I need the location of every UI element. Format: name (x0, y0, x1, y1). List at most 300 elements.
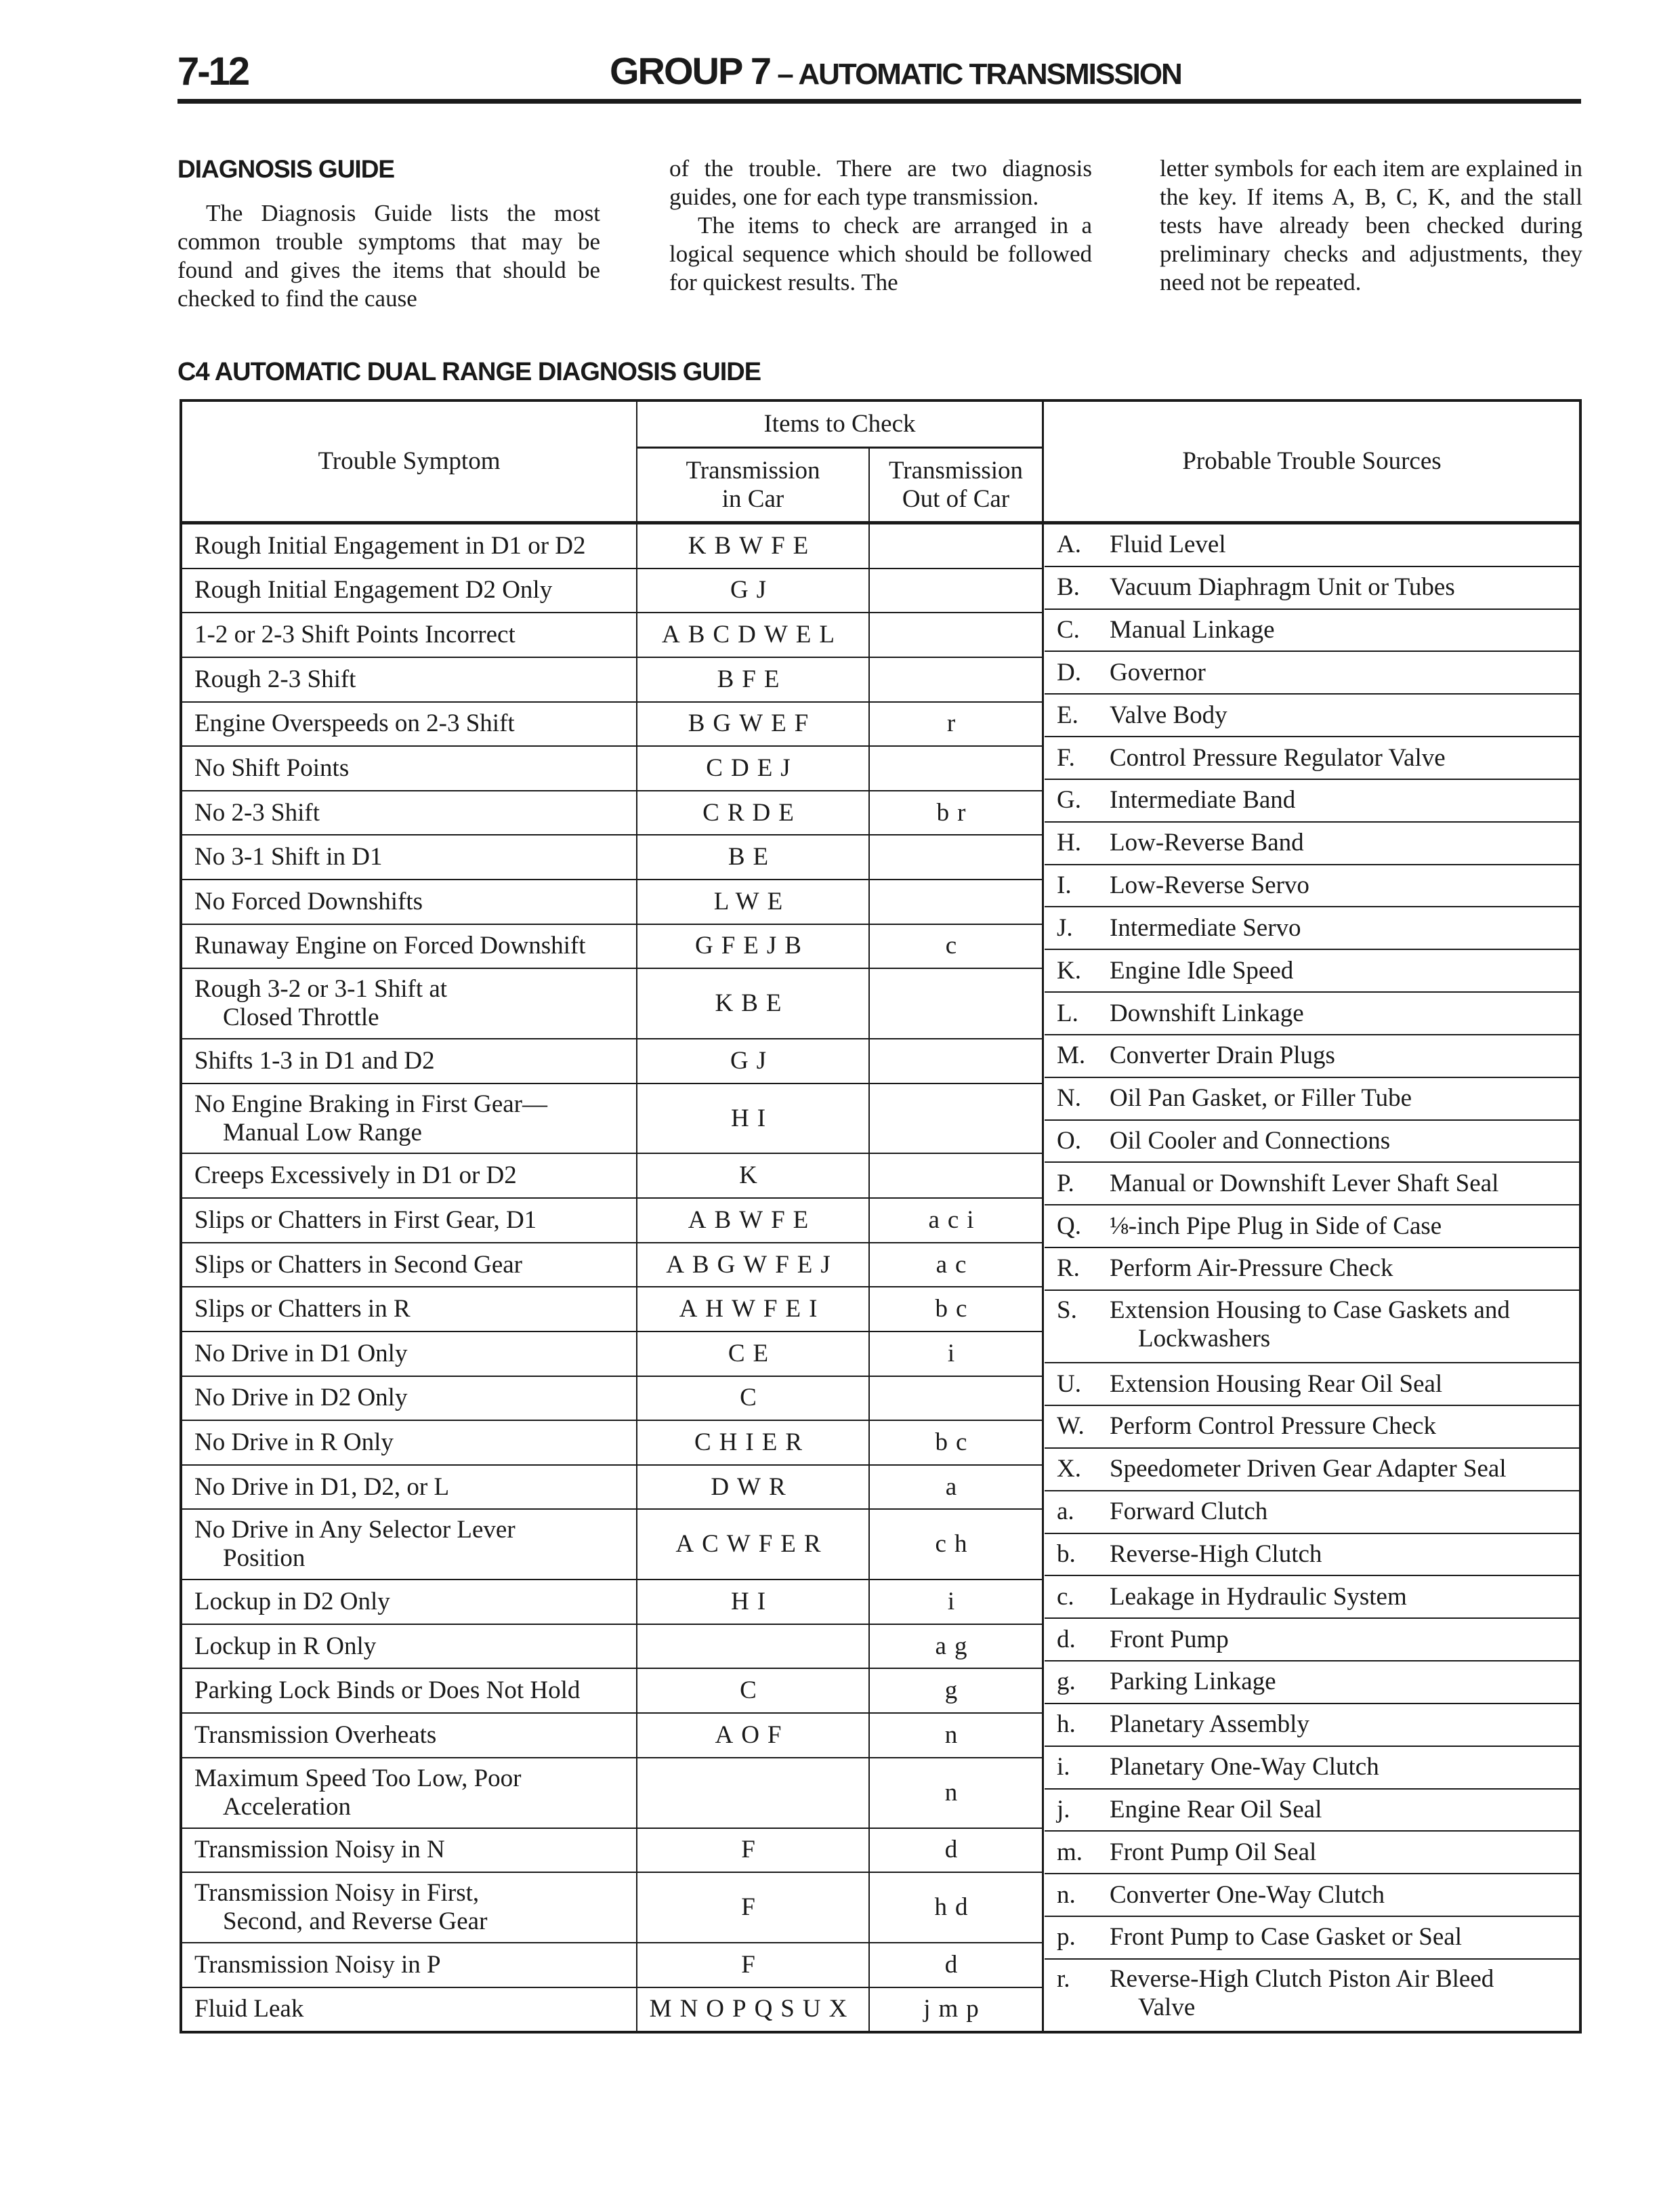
table-row (182, 925, 1043, 970)
source-description (1110, 616, 1275, 644)
symptom-line: Slips or Chatters in First Gear, D1 (194, 1205, 537, 1234)
symptom-text (194, 932, 586, 960)
symptom-text (194, 576, 552, 604)
table-row (182, 1714, 1043, 1758)
source-key: a. (1057, 1498, 1074, 1526)
trouble-source-item (1045, 950, 1579, 993)
source-key: g. (1057, 1668, 1076, 1696)
table-row (182, 1084, 1043, 1155)
source-key: B. (1057, 573, 1080, 602)
table-row (182, 524, 1043, 569)
out-of-car-items-cell (868, 880, 1042, 924)
in-car-items-cell: AHWFEI (679, 1295, 826, 1323)
source-key: J. (1057, 913, 1073, 942)
symptom-text (194, 1251, 522, 1279)
source-line: Valve Body (1110, 701, 1227, 729)
trouble-symptom-cell (182, 925, 636, 968)
symptom-line: Transmission Noisy in N (194, 1836, 445, 1864)
table-row (182, 1580, 1043, 1625)
source-key: F. (1057, 743, 1075, 772)
trouble-symptom-cell (182, 524, 636, 568)
source-line: Oil Cooler and Connections (1110, 1127, 1391, 1155)
trouble-source-item (1045, 1291, 1579, 1363)
source-description (1110, 786, 1295, 814)
intro-text: of the trouble. There are two diagnosis guides, one for each type transmission. (669, 155, 1092, 210)
out-of-car-items-cell: jmp (923, 1995, 987, 2023)
source-key: K. (1057, 956, 1081, 985)
table-row (182, 835, 1043, 880)
source-key: d. (1057, 1625, 1076, 1653)
source-line: Extension Housing to Case Gaskets and (1110, 1296, 1510, 1324)
source-key: O. (1057, 1127, 1081, 1155)
in-car-items-cell: ABWFE (688, 1205, 817, 1234)
symptom-rows (182, 524, 1043, 2031)
symptom-text (194, 754, 349, 783)
trouble-symptom-cell (182, 1988, 636, 2031)
trouble-source-item (1045, 567, 1579, 610)
trouble-source-item (1045, 1790, 1579, 1832)
source-key: X. (1057, 1455, 1081, 1483)
source-description (1110, 1668, 1276, 1696)
symptom-text (194, 1161, 517, 1190)
source-description (1110, 1838, 1316, 1867)
symptom-text (194, 1516, 516, 1573)
symptom-line: Manual Low Range (223, 1118, 422, 1147)
source-description (1110, 1084, 1412, 1113)
table-row (182, 1510, 1043, 1580)
symptom-line: Runaway Engine on Forced Downshift (194, 932, 586, 960)
header-in-car (637, 449, 868, 521)
header-line: Out of Car (902, 484, 1010, 513)
symptom-line: Transmission Noisy in First, (194, 1879, 480, 1907)
intro-text: The Diagnosis Guide lists the most common trouble symptoms that may be found and gives the items that should be checked to find the cause (177, 200, 600, 312)
in-car-items-cell: F (741, 1836, 763, 1864)
symptom-line: Engine Overspeeds on 2-3 Shift (194, 709, 515, 738)
source-description (1110, 573, 1455, 602)
trouble-symptom-cell (182, 1039, 636, 1083)
in-car-items-cell: DWR (711, 1472, 794, 1501)
symptom-text (194, 1836, 445, 1864)
trouble-source-item (1045, 1491, 1579, 1534)
trouble-source-item (1045, 1406, 1579, 1449)
out-of-car-items-cell: bc (935, 1428, 975, 1456)
intro-column-2 (669, 154, 1092, 297)
symptom-line: Transmission Noisy in P (194, 1950, 441, 1979)
out-of-car-items-cell (868, 1154, 1042, 1197)
table-row (182, 1466, 1043, 1510)
symptom-line: Parking Lock Binds or Does Not Hold (194, 1676, 581, 1705)
symptom-line: Second, and Reverse Gear (223, 1907, 488, 1936)
source-key: h. (1057, 1710, 1076, 1739)
table-row (182, 1199, 1043, 1243)
symptom-line: Closed Throttle (223, 1004, 379, 1032)
table-row (182, 1625, 1043, 1670)
source-description (1110, 1170, 1498, 1198)
symptom-line: Acceleration (223, 1792, 351, 1821)
table-row (182, 613, 1043, 658)
out-of-car-items-cell (868, 1084, 1042, 1153)
out-of-car-items-cell (868, 658, 1042, 701)
source-description (1110, 957, 1293, 985)
source-line: Planetary Assembly (1110, 1710, 1309, 1739)
table-row (182, 1377, 1043, 1422)
trouble-symptom-cell (182, 1714, 636, 1757)
out-of-car-items-cell: i (947, 1588, 963, 1616)
in-car-items-cell: C (740, 1384, 765, 1412)
source-description (1110, 1455, 1507, 1483)
trouble-source-item (1045, 823, 1579, 865)
symptom-text (194, 843, 383, 871)
table-row (182, 1039, 1043, 1084)
source-description (1110, 1626, 1229, 1654)
in-car-items-cell: F (741, 1893, 763, 1922)
source-line: Fluid Level (1110, 531, 1226, 559)
source-description (1110, 1412, 1436, 1441)
source-line: Converter Drain Plugs (1110, 1041, 1335, 1070)
trouble-symptom-cell (182, 1287, 636, 1331)
in-car-items-cell: CE (728, 1339, 777, 1367)
page-title (610, 49, 1181, 93)
symptom-text (194, 799, 320, 827)
symptom-line: No Drive in R Only (194, 1428, 394, 1456)
symptom-line: No Shift Points (194, 754, 350, 782)
in-car-items-cell: CDEJ (706, 754, 799, 782)
trouble-symptom-cell (182, 1510, 636, 1579)
source-key: N. (1057, 1084, 1081, 1113)
table-row (182, 747, 1043, 791)
source-line: Downshift Linkage (1110, 999, 1304, 1027)
in-car-items-cell: KBWFE (688, 531, 817, 560)
trouble-symptom-cell (182, 1625, 636, 1668)
source-key: r. (1057, 1964, 1070, 1993)
symptom-line: No Drive in Any Selector Lever (194, 1516, 516, 1544)
trouble-source-item (1045, 1078, 1579, 1121)
symptom-text (194, 1473, 449, 1502)
trouble-symptom-cell (182, 747, 636, 790)
source-key: E. (1057, 701, 1078, 729)
symptom-line: No Forced Downshifts (194, 887, 423, 915)
source-line: Oil Pan Gasket, or Filler Tube (1110, 1084, 1412, 1113)
source-description (1110, 531, 1226, 559)
source-key: U. (1057, 1369, 1081, 1398)
trouble-source-item (1045, 1747, 1579, 1790)
trouble-source-item (1045, 1205, 1579, 1248)
out-of-car-items-cell: a (945, 1472, 965, 1501)
table-row (182, 791, 1043, 836)
symptom-line: No Drive in D1, D2, or L (194, 1472, 450, 1501)
intro-text: letter symbols for each item are explained in the key. If items A, B, C, K, and the stall tests have already been checked during preliminary checks and adjustments, they need not be repeated. (1160, 155, 1582, 295)
source-description (1110, 1212, 1442, 1241)
source-key: G. (1057, 786, 1081, 814)
trouble-source-item (1045, 1874, 1579, 1917)
trouble-symptom-cell (182, 969, 636, 1038)
source-line: Speedometer Driven Gear Adapter Seal (1110, 1455, 1507, 1483)
source-line: Engine Idle Speed (1110, 956, 1294, 985)
symptom-line: Rough 2-3 Shift (194, 665, 356, 693)
source-key: b. (1057, 1540, 1076, 1568)
source-description (1110, 1498, 1267, 1526)
trouble-symptom-cell (182, 791, 636, 835)
trouble-source-item (1045, 1576, 1579, 1619)
table-row (182, 880, 1043, 925)
in-car-items-cell: BFE (717, 665, 788, 693)
header-line: Transmission (686, 456, 820, 484)
symptom-line: Transmission Overheats (194, 1720, 437, 1749)
trouble-symptom-cell (182, 613, 636, 657)
in-car-items-cell: KBE (715, 989, 790, 1018)
trouble-symptom-cell (182, 1377, 636, 1420)
source-description (1110, 1254, 1393, 1283)
out-of-car-items-cell (868, 1377, 1042, 1420)
table-row (182, 1421, 1043, 1466)
symptom-text (194, 1295, 411, 1323)
trouble-source-item (1045, 1248, 1579, 1291)
trouble-symptom-cell (182, 569, 636, 613)
source-key: i. (1057, 1753, 1070, 1781)
out-of-car-items-cell (868, 1039, 1042, 1083)
header-items-to-check: Items to Check (637, 402, 1042, 449)
symptom-line: Slips or Chatters in R (194, 1295, 411, 1323)
out-of-car-items-cell (868, 969, 1042, 1038)
symptom-line: Slips or Chatters in Second Gear (194, 1250, 522, 1279)
trouble-symptom-cell (182, 1943, 636, 1987)
out-of-car-items-cell: n (944, 1720, 966, 1749)
source-description (1110, 1753, 1379, 1781)
source-line: Reverse-High Clutch (1110, 1540, 1322, 1568)
source-description (1110, 1127, 1390, 1155)
in-car-items-cell: K (739, 1161, 765, 1190)
table-row (182, 1829, 1043, 1874)
source-description (1110, 1583, 1407, 1611)
source-line: Vacuum Diaphragm Unit or Tubes (1110, 573, 1455, 602)
table-row (182, 1332, 1043, 1377)
symptom-line: No Drive in D2 Only (194, 1384, 408, 1412)
source-key: P. (1057, 1169, 1074, 1197)
source-key: p. (1057, 1923, 1076, 1952)
out-of-car-items-cell: ac (936, 1250, 975, 1279)
out-of-car-items-cell (868, 524, 1042, 568)
source-key: H. (1057, 829, 1081, 857)
source-line: Parking Linkage (1110, 1668, 1276, 1696)
symptom-line: Creeps Excessively in D1 or D2 (194, 1161, 517, 1190)
source-line: Control Pressure Regulator Valve (1110, 743, 1446, 772)
source-key: M. (1057, 1041, 1086, 1070)
trouble-symptom-cell (182, 1421, 636, 1464)
source-line: Perform Air-Pressure Check (1110, 1254, 1393, 1283)
source-key: Q. (1057, 1212, 1081, 1240)
symptom-text (194, 1047, 435, 1075)
table-row (182, 658, 1043, 703)
trouble-symptom-cell (182, 1758, 636, 1828)
trouble-source-item (1045, 652, 1579, 695)
source-key: S. (1057, 1296, 1077, 1324)
symptom-line: Maximum Speed Too Low, Poor (194, 1764, 522, 1792)
table-row (182, 1873, 1043, 1943)
header-line: in Car (721, 484, 784, 513)
intro-column-1 (177, 154, 600, 313)
trouble-source-item (1045, 865, 1579, 908)
source-line: Valve (1138, 1993, 1196, 2021)
symptom-text (194, 1588, 390, 1616)
source-description (1110, 744, 1446, 772)
symptom-text (194, 1206, 537, 1235)
out-of-car-items-cell: d (944, 1950, 966, 1979)
trouble-source-item (1045, 1449, 1579, 1491)
source-line: Front Pump (1110, 1625, 1229, 1653)
trouble-source-item (1045, 1035, 1579, 1078)
in-car-items-cell (636, 1758, 868, 1828)
table-header (182, 402, 1579, 524)
source-description (1110, 1965, 1494, 2022)
source-line: Front Pump to Case Gasket or Seal (1110, 1923, 1463, 1952)
in-car-items-cell: LWE (713, 887, 791, 915)
source-description (1110, 701, 1227, 730)
out-of-car-items-cell (868, 835, 1042, 879)
source-line: Low-Reverse Band (1110, 829, 1304, 857)
trouble-symptom-cell (182, 1332, 636, 1376)
trouble-symptom-cell (182, 1243, 636, 1287)
trouble-source-key (1045, 524, 1579, 2031)
source-key: m. (1057, 1838, 1083, 1866)
in-car-items-cell (636, 1625, 868, 1668)
trouble-symptom-cell (182, 1154, 636, 1197)
trouble-symptom-cell (182, 658, 636, 701)
header-probable-sources: Probable Trouble Sources (1182, 447, 1442, 475)
trouble-symptom-cell (182, 880, 636, 924)
symptom-line: Lockup in R Only (194, 1632, 377, 1660)
table-row (182, 1943, 1043, 1988)
symptom-text (194, 1384, 407, 1412)
trouble-source-item (1045, 993, 1579, 1035)
source-description (1110, 999, 1304, 1028)
source-description (1110, 1370, 1442, 1399)
header-trouble-symptom: Trouble Symptom (318, 447, 501, 475)
in-car-items-cell: AOF (715, 1720, 790, 1749)
symptom-text (194, 532, 586, 560)
source-line: Low-Reverse Servo (1110, 871, 1309, 900)
symptom-line: Shifts 1-3 in D1 and D2 (194, 1046, 435, 1075)
intro-heading: DIAGNOSIS GUIDE (177, 155, 395, 183)
trouble-symptom-cell (182, 1084, 636, 1153)
out-of-car-items-cell: g (944, 1676, 966, 1705)
source-line: Converter One-Way Clutch (1110, 1880, 1385, 1909)
source-key: A. (1057, 531, 1081, 559)
table-row (182, 1669, 1043, 1714)
table-row (182, 703, 1043, 747)
source-key: c. (1057, 1582, 1074, 1611)
trouble-source-item (1045, 1534, 1579, 1577)
trouble-source-item (1045, 1960, 1579, 2031)
symptom-line: Rough Initial Engagement in D1 or D2 (194, 531, 586, 560)
source-line: Manual Linkage (1110, 616, 1275, 644)
source-line: Perform Control Pressure Check (1110, 1412, 1436, 1441)
symptom-text (194, 621, 516, 649)
trouble-symptom-cell (182, 1199, 636, 1242)
out-of-car-items-cell: hd (934, 1893, 976, 1922)
trouble-symptom-cell (182, 1829, 636, 1872)
source-line: Extension Housing Rear Oil Seal (1110, 1369, 1443, 1398)
source-key: n. (1057, 1880, 1076, 1909)
table-row (182, 1154, 1043, 1199)
trouble-source-item (1045, 695, 1579, 737)
out-of-car-items-cell: r (946, 709, 964, 738)
table-row (182, 1243, 1043, 1288)
out-of-car-items-cell: bc (935, 1295, 975, 1323)
out-of-car-items-cell: ag (935, 1632, 975, 1660)
out-of-car-items-cell: d (944, 1836, 966, 1864)
symptom-text (194, 975, 447, 1032)
in-car-items-cell: HI (730, 1104, 774, 1132)
source-description (1110, 1796, 1322, 1824)
source-description (1110, 1710, 1309, 1739)
symptom-text (194, 1340, 407, 1368)
in-car-items-cell: GJ (730, 576, 775, 604)
trouble-symptom-cell (182, 1466, 636, 1509)
source-description (1110, 1296, 1510, 1353)
source-line: Governor (1110, 658, 1206, 686)
symptom-line: No 2-3 Shift (194, 798, 320, 827)
source-key: D. (1057, 658, 1081, 686)
source-line: Lockwashers (1138, 1324, 1271, 1353)
trouble-source-item (1045, 610, 1579, 653)
in-car-items-cell: HI (730, 1588, 774, 1616)
trouble-symptom-cell (182, 1669, 636, 1712)
table-row (182, 1758, 1043, 1829)
source-key: L. (1057, 999, 1078, 1027)
in-car-items-cell: GJ (730, 1046, 775, 1075)
symptom-line: No Engine Braking in First Gear— (194, 1090, 547, 1118)
symptom-line: Rough Initial Engagement D2 Only (194, 576, 553, 604)
source-description (1110, 659, 1206, 687)
trouble-symptom-cell (182, 1873, 636, 1942)
trouble-source-item (1045, 737, 1579, 780)
in-car-items-cell: ACWFER (675, 1530, 829, 1559)
in-car-items-cell: F (741, 1950, 763, 1979)
symptom-text (194, 1428, 394, 1457)
symptom-text (194, 665, 356, 694)
out-of-car-items-cell: c (945, 932, 965, 960)
out-of-car-items-cell (868, 747, 1042, 790)
in-car-items-cell: BGWEF (688, 709, 817, 738)
in-car-items-cell: ABGWFEJ (666, 1250, 839, 1279)
symptom-text (194, 888, 423, 916)
out-of-car-items-cell (868, 613, 1042, 657)
in-car-items-cell: BE (728, 843, 777, 871)
source-description (1110, 1923, 1462, 1952)
group-label: GROUP 7 (610, 49, 771, 92)
source-line: Manual or Downshift Lever Shaft Seal (1110, 1169, 1499, 1197)
trouble-source-item (1045, 1917, 1579, 1960)
out-of-car-items-cell: ch (935, 1530, 975, 1559)
in-car-items-cell: CHIER (694, 1428, 810, 1456)
trouble-source-item (1045, 1163, 1579, 1205)
title-dash: – (770, 58, 799, 91)
source-description (1110, 871, 1309, 900)
symptom-text (194, 1951, 441, 1979)
trouble-symptom-cell (182, 703, 636, 746)
out-of-car-items-cell (868, 569, 1042, 613)
symptom-line: 1-2 or 2-3 Shift Points Incorrect (194, 621, 516, 649)
intro-column-3 (1160, 154, 1582, 297)
section-label: AUTOMATIC TRANSMISSION (798, 58, 1181, 91)
in-car-items-cell: ABCDWEL (662, 621, 843, 649)
in-car-items-cell: MNOPQSUX (649, 1995, 856, 2023)
trouble-source-item (1045, 1704, 1579, 1747)
source-line: Intermediate Servo (1110, 913, 1301, 942)
in-car-items-cell: GFEJB (695, 932, 810, 960)
source-line: Forward Clutch (1110, 1498, 1268, 1526)
symptom-text (194, 1090, 547, 1147)
